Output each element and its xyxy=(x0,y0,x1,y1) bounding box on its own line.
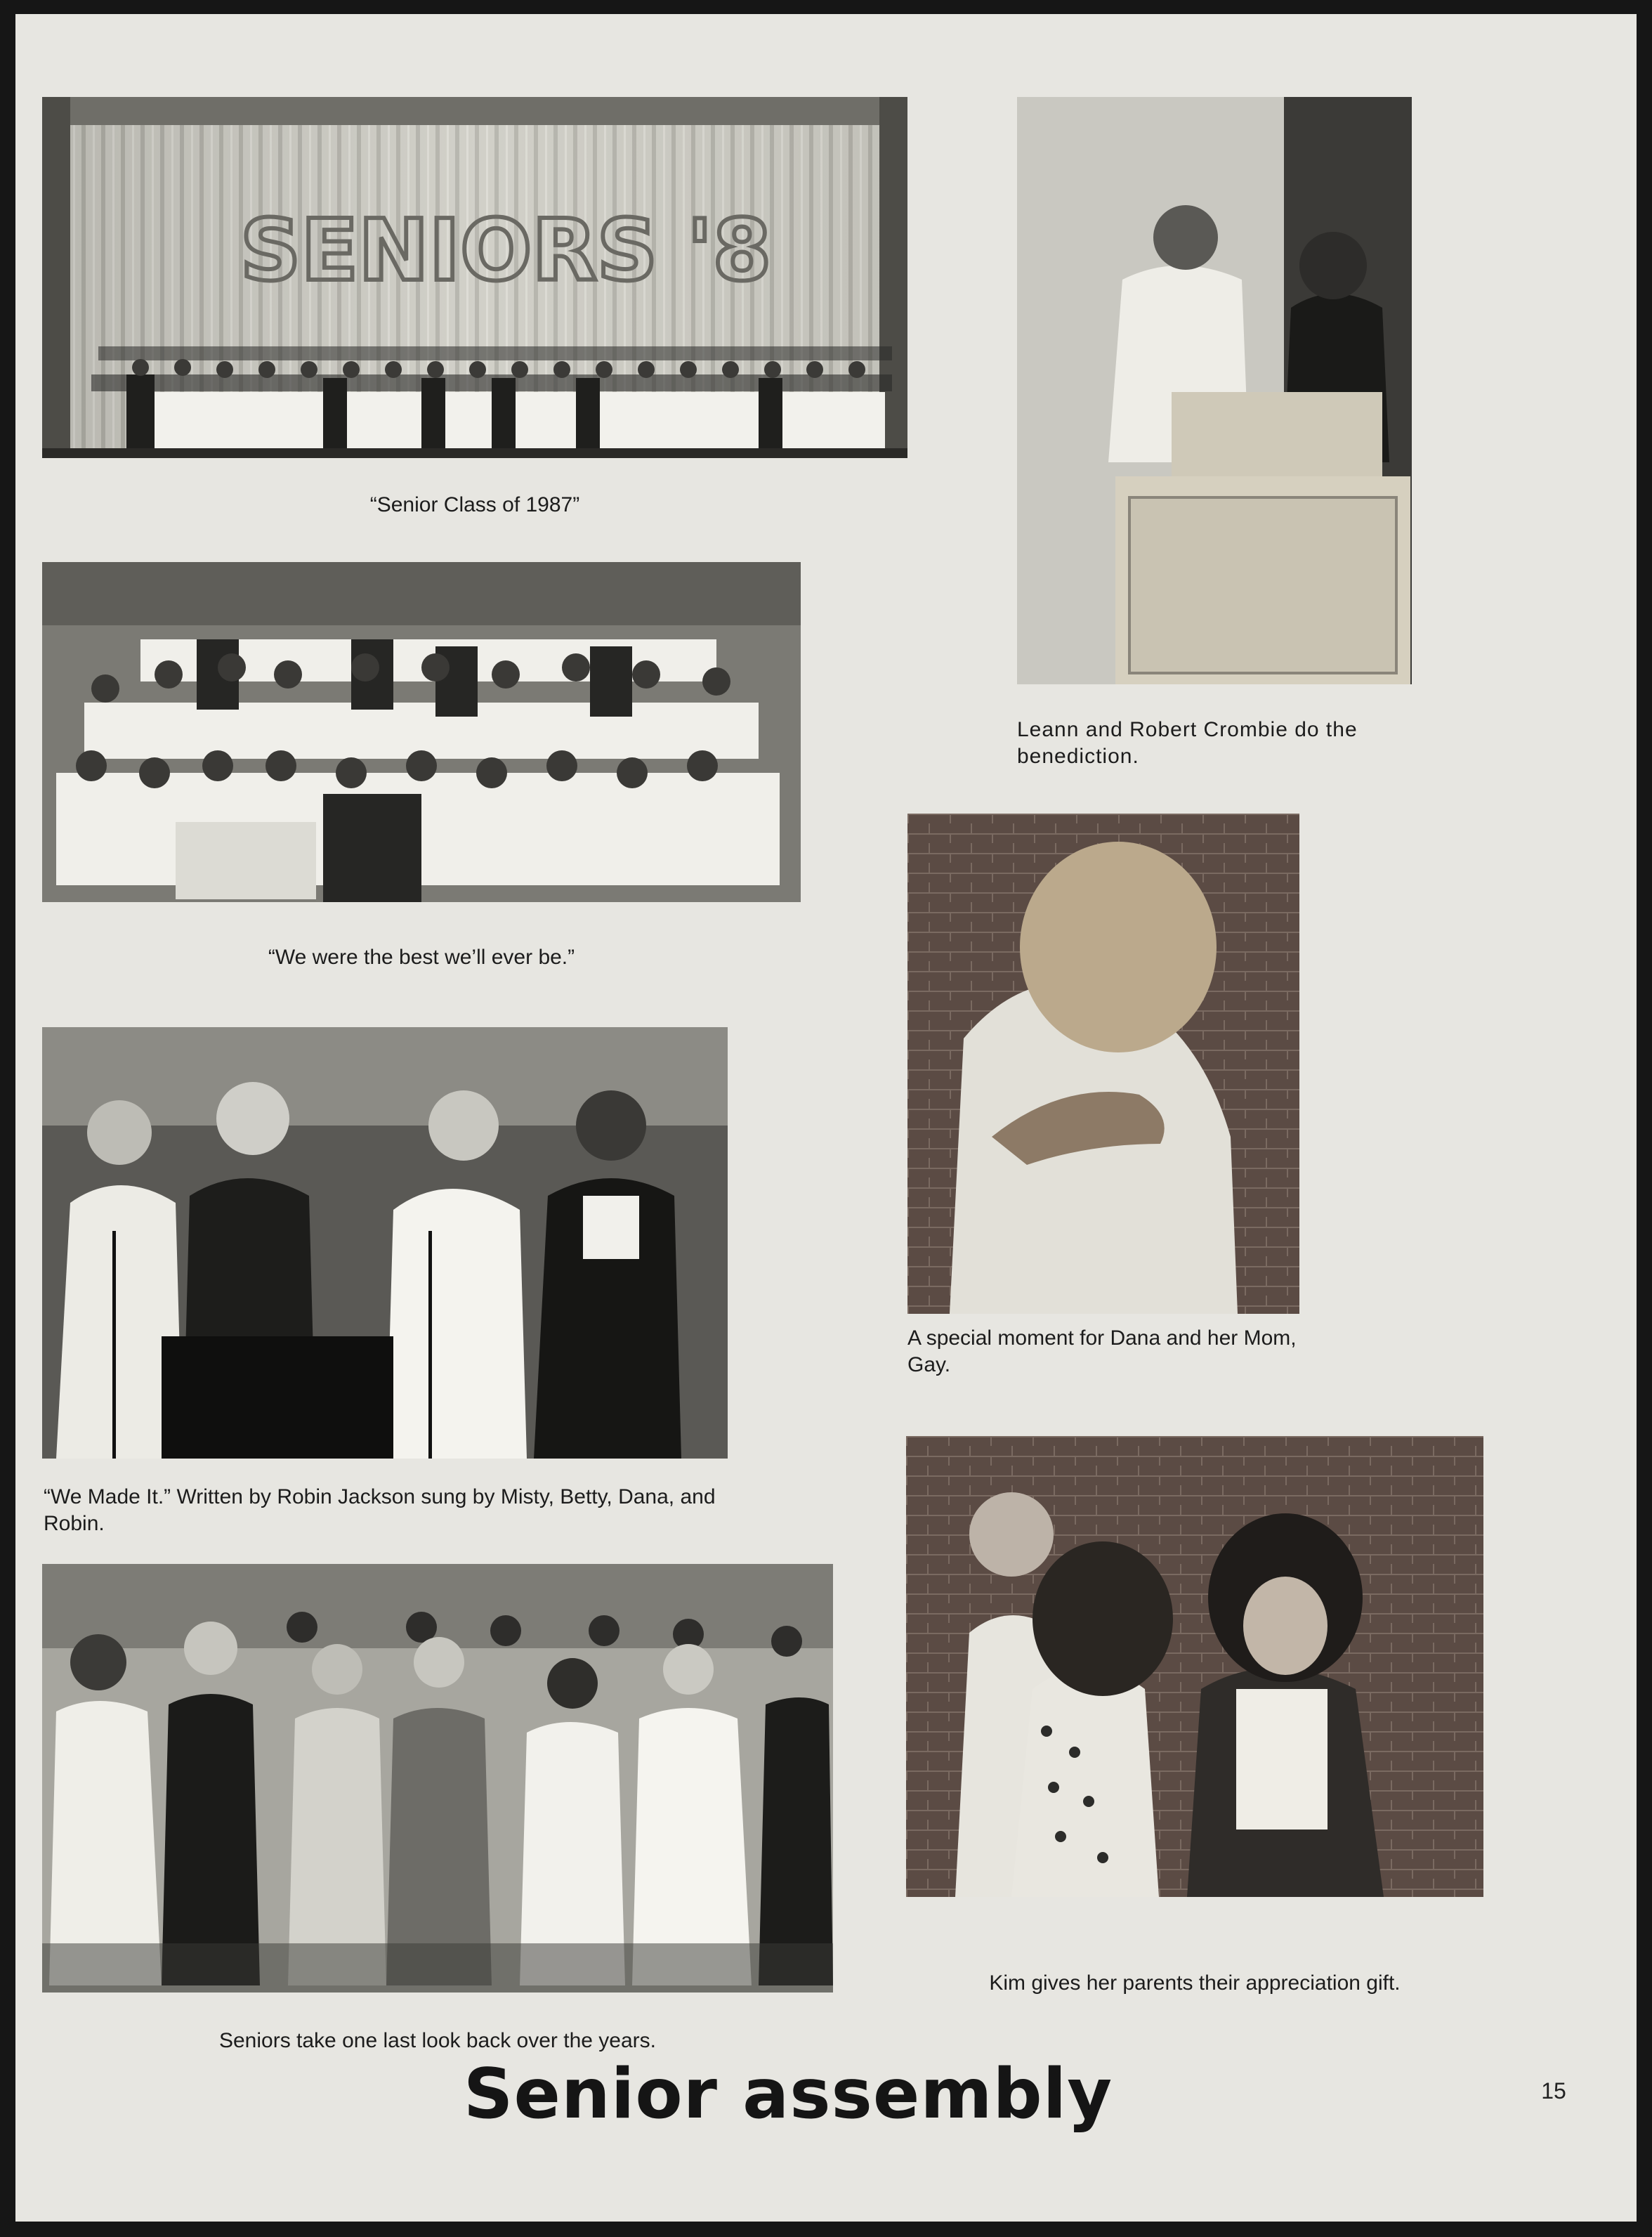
photo-benediction xyxy=(1017,97,1412,684)
caption-choir: “We were the best we’ll ever be.” xyxy=(268,946,575,969)
caption-hug: A special moment for Dana and her Mom, Gay. xyxy=(907,1326,1297,1376)
yearbook-page xyxy=(15,14,1637,2222)
photo-hug xyxy=(907,814,1299,1314)
photo-singers xyxy=(42,1027,728,1459)
photo-senior-class-stage xyxy=(42,97,907,458)
page-number: 15 xyxy=(1541,2078,1566,2104)
photo-seniors-standing xyxy=(42,1564,833,1993)
photo-choir xyxy=(42,562,801,902)
photo-gift xyxy=(906,1436,1483,1897)
banner-text: SENIORS '8 xyxy=(240,202,772,300)
page-title: Senior assembly xyxy=(463,2054,1113,2134)
caption-seniors-standing: Seniors take one last look back over the years. xyxy=(218,2029,656,2052)
caption-gift: Kim gives her parents their appreciation gift. xyxy=(989,1971,1401,1995)
caption-benediction: Leann and Robert Crombie do the benediction. xyxy=(1017,718,1358,768)
caption-senior-class: “Senior Class of 1987” xyxy=(369,493,580,516)
caption-singers: “We Made It.” Written by Robin Jackson sung by Misty, Betty, Dana, and Robin. xyxy=(44,1485,716,1535)
